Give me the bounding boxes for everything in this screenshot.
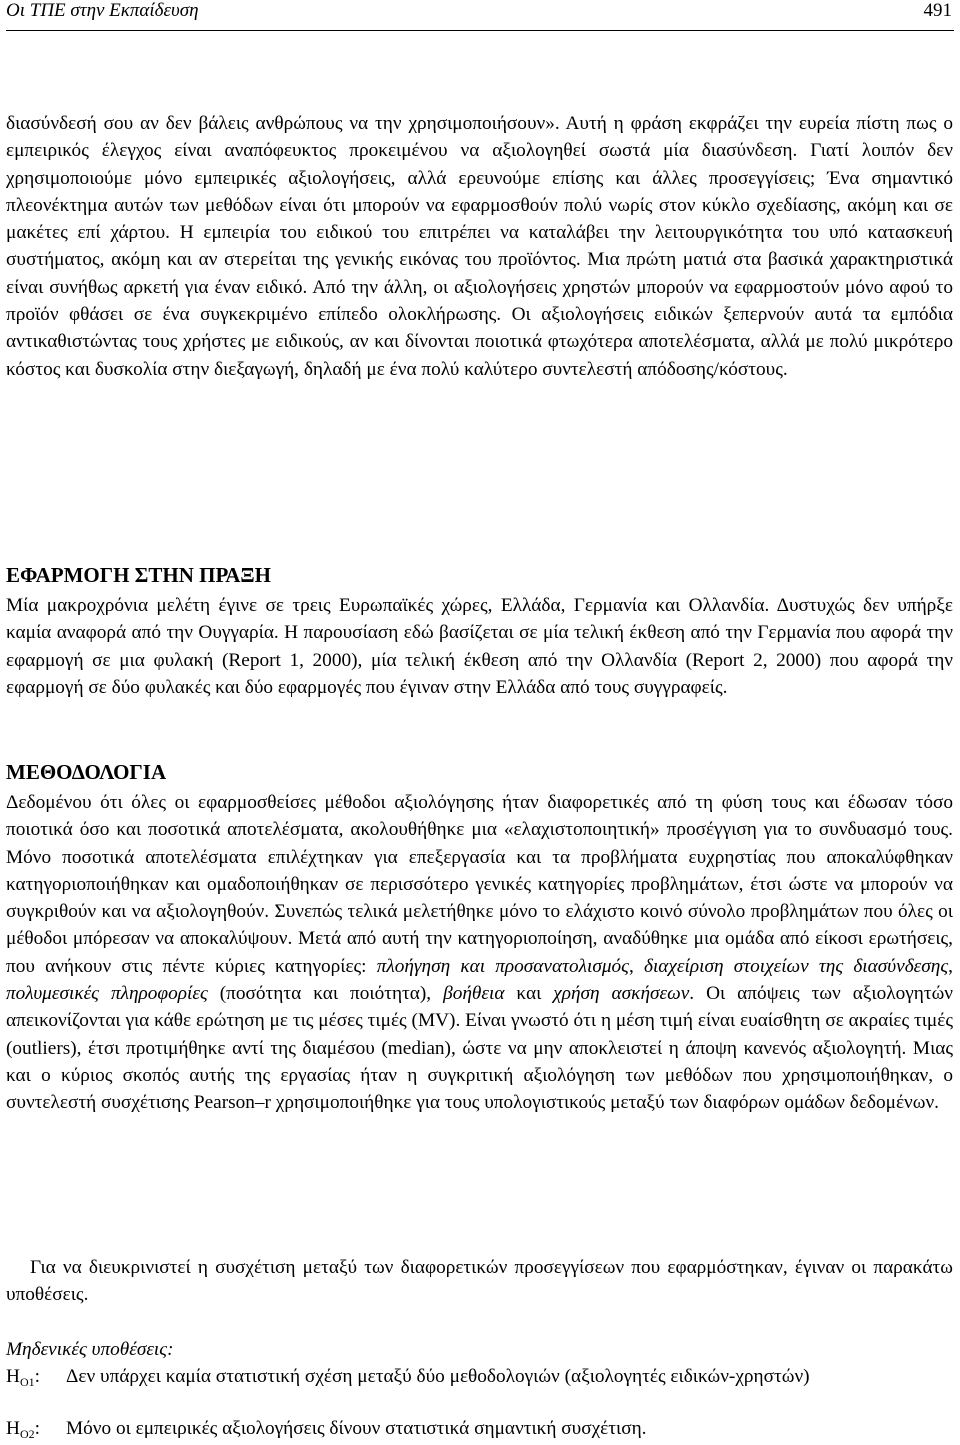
hypothesis-1-subscript: O1 [19, 1375, 35, 1389]
category-and: και [504, 983, 554, 1005]
hypothesis-2-text: Μόνο οι εμπειρικές αξιολογήσεις δίνουν στατιστικά σημαντική συσχέτιση. [66, 1418, 647, 1439]
intro-paragraph: διασύνδεσή σου αν δεν βάλεις ανθρώπους να την χρησιμοποιήσουν». Αυτή η φράση εκφράζει την ευρεία πίστη πως ο εμπειρικός έλεγχος είναι αναπόφευκτος προκειμένου να αξιολογηθεί σωστά μία διασύνδεση. Γιατί λοιπόν δεν χρησιμοποιούμε μόνο εμπειρικές αξιολογήσεις, αλλά ερευνούμε επίσης και άλλες προσεγγίσεις; Ένα σημαντικό πλεονέκτημα αυτών των μεθόδων είναι ότι μπορούν να εφαρμοσθούν πολύ νωρίς στον κύκλο σχεδίασης, ακόμη και σε μακέτες επί χάρτου. Η εμπειρία του ειδικού του επιτρέπει να καταλάβει την λειτουργικότητα του υπό κατασκευή συστήματος, ακόμη και αν στερείται της γενικής εικόνας του προϊόντος. Μια πρώτη ματιά στα βασικά χαρακτηριστικά είναι συνήθως αρκετή για έναν ειδικό. Από την άλλη, οι αξιολογήσεις χρηστών μπορούν να εφαρμοστούν μόνο αφού το προϊόν φθάσει σε ένα συγκεκριμένο επίπεδο ολοκλήρωσης. Οι αξιολογήσεις ειδικών ξεπερνούν αυτά τα εμπόδια αντικαθιστώντας τους χρήστες με ειδικούς, αν και δίνονται ποιοτικά φτωχότερα αποτελέσματα, αλλά με πολύ μικρότερο κόστος και δυσκολία στην διεξαγωγή, δηλαδή με ένα πολύ καλύτερο συντελεστή απόδοσης/κόστους. [6, 113, 953, 380]
category-navigation: πλοήγηση και προσανατολισμός [376, 955, 629, 977]
page-number: 491 [923, 0, 952, 21]
hypothesis-2-subscript: O2 [19, 1427, 35, 1441]
hypothesis-1-label [6, 1364, 66, 1390]
methodology-text-end: . Οι απόψεις των αξιολογητών απεικονίζονται για κάθε ερώτηση με τις μέσες τιμές (MV). Είναι γνωστό ότι η μέση τιμή είναι ευαίσθητη σε ακραίες τιμές (outliers), έτσι προτιμήθηκε αντί της διαμέσου (median), ώστε να μην αποκλειστεί η άποψη κανενός αξιολογητή. Μιας και ο κύριος σκοπός αυτής της εργασίας ήταν η συγκριτική αξιολόγηση των μεθόδων που χρησιμοποιήθηκαν, ο συντελεστή συσχέτισης Pearson–r χρησιμοποιήθηκε για τους υπολογιστικούς μεταξύ των διαφόρων ομάδων δεδομένων. [6, 983, 953, 1114]
hypothesis-2-colon: : [34, 1418, 40, 1439]
document-page [6, 0, 954, 1445]
hypothesis-2-symbol: H [6, 1418, 20, 1439]
category-multimedia: πολυμεσικές πληροφορίες [6, 983, 208, 1005]
hypothesis-1-text: Δεν υπάρχει καμία στατιστική σχέση μεταξύ δύο μεθοδολογιών (αξιολογητές ειδικών-χρηστών) [66, 1366, 810, 1387]
section-heading-methodology: ΜΕΘΟΔΟΛΟΓΙΑ [6, 760, 167, 784]
hypotheses-intro: Για να διευκρινιστεί η συσχέτιση μεταξύ των διαφορετικών προσεγγίσεων που εφαρμόστηκαν, έγιναν οι παρακάτω υποθέσεις. [6, 1257, 953, 1306]
methodology-paragraph [6, 789, 953, 1117]
category-sep-2: , [948, 955, 953, 977]
hypothesis-1-symbol: H [6, 1366, 20, 1387]
page-header [6, 0, 954, 31]
null-hypotheses-label: Μηδενικές υποθέσεις: [6, 1339, 174, 1360]
hypothesis-2-label [6, 1416, 66, 1442]
category-exercises: χρήση ασκήσεων [553, 983, 690, 1005]
running-title: Οι ΤΠΕ στην Εκπαίδευση [6, 0, 199, 21]
category-interface-elements: διαχείριση στοιχείων της διασύνδεσης [643, 955, 949, 977]
category-sep-1: , [629, 955, 644, 977]
hypothesis-1-colon: : [34, 1366, 40, 1387]
category-help: βοήθεια [443, 983, 505, 1005]
methodology-text-start: Δεδομένου ότι όλες οι εφαρμοσθείσες μέθοδοι αξιολόγησης ήταν διαφορετικές από τη φύση τους και έδωσαν τόσο ποιοτικά όσο και ποσοτικά αποτελέσματα, ακολουθήθηκε μια «ελαχιστοποιητική» προσέγγιση για το συνδυασμό τους. Μόνο ποσοτικά αποτελέσματα επιλέχτηκαν για επεξεργασία και τα προβλήματα ευχρηστίας που αποκαλύφθηκαν κατηγοριοποιήθηκαν και ομαδοποιήθηκαν σε περισσότερο γενικές κατηγορίες προβλημάτων, έτσι ώστε να μπορούν να συγκριθούν και να αξιολογηθούν. Συνεπώς τελικά μελετήθηκε μόνο το ελάχιστο κοινό σύνολο προβλημάτων που όλες οι μέθοδοι μπόρεσαν να αποκαλύψουν. Μετά από αυτή την κατηγοριοποίηση, αναδύθηκε μια ομάδα από είκοσι ερωτήσεις, που ανήκουν στις πέντε κύριες κατηγορίες: [6, 792, 953, 977]
category-note: (ποσότητα και ποιότητα), [207, 983, 444, 1005]
section-heading-practice: ΕΦΑΡΜΟΓΗ ΣΤΗΝ ΠΡΑΞΗ [6, 563, 271, 587]
practice-paragraph: Μία μακροχρόνια μελέτη έγινε σε τρεις Ευρωπαϊκές χώρες, Ελλάδα, Γερμανία και Ολλανδία. Δυστυχώς δεν υπήρξε καμία αναφορά από την Ουγγαρία. Η παρουσίαση εδώ βασίζεται σε μία τελική έκθεση από την Γερμανία που αφορά την εφαρμογή σε μια φυλακή (Report 1, 2000), μία τελική έκθεση από την Ολλανδία (Report 2, 2000) που αφορά την εφαρμογή σε δύο φυλακές και δύο εφαρμογές που έγιναν στην Ελλάδα από τους συγγραφείς. [6, 595, 953, 698]
